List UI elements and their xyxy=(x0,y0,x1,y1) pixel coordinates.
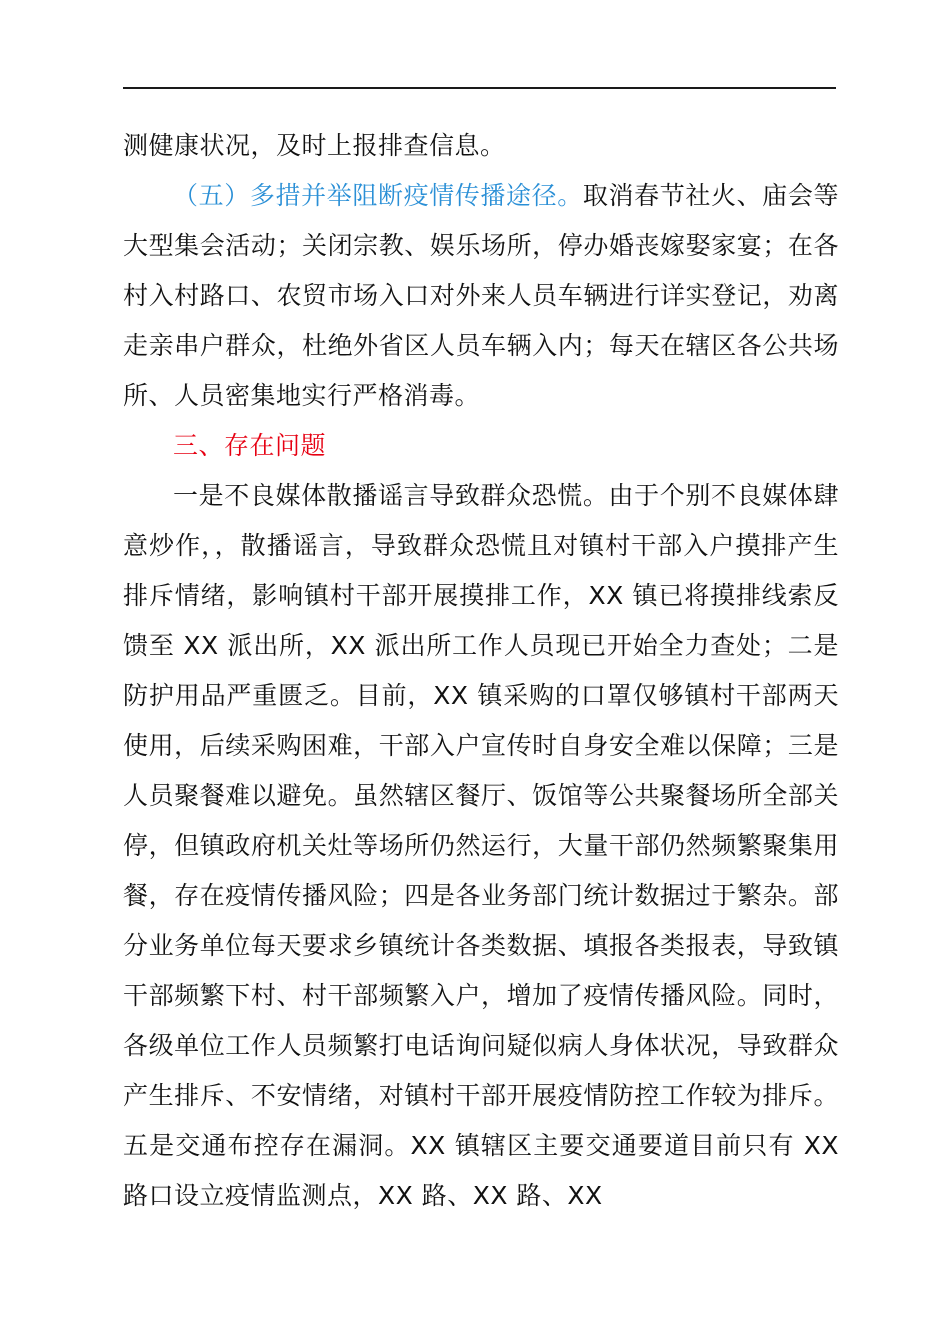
subsection-heading: （五）多措并举阻断疫情传播途径。 xyxy=(173,181,583,210)
paragraph-text: 取消春节社火、庙会等大型集会活动；关闭宗教、娱乐场所，停办婚丧嫁娶家宴；在各村入村路口、农贸市场入口对外来人员车辆进行详实登记，劝离走亲串户群众，杜绝外省区人员车辆入内；每天在辖区各公共场所、人员密集地实行严格消毒。 xyxy=(123,181,839,410)
paragraph-measures xyxy=(123,171,839,421)
paragraph-text: 一是不良媒体散播谣言导致群众恐慌。由于个别不良媒体肆意炒作，，散播谣言，导致群众恐慌且对镇村干部入户摸排产生排斥情绪，影响镇村干部开展摸排工作，XX 镇已将摸排线索反馈至 XX 派出所，XX 派出所工作人员现已开始全力查处；二是防护用品严重匮乏。目前，XX 镇采购的口罩仅够镇村干部两天使用，后续采购困难，干部入户宣传时自身安全难以保障；三是人员聚餐难以避免。虽然辖区餐厅、饭馆等公共聚餐场所全部关停，但镇政府机关灶等场所仍然运行，大量干部仍然频繁聚集用餐，存在疫情传播风险；四是各业务部门统计数据过于繁杂。部分业务单位每天要求乡镇统计各类数据、填报各类报表，导致镇干部频繁下村、村干部频繁入户，增加了疫情传播风险。同时，各级单位工作人员频繁打电话询问疑似病人身体状况，导致群众产生排斥、不安情绪，对镇村干部开展疫情防控工作较为排斥。五是交通布控存在漏洞。XX 镇辖区主要交通要道目前只有 XX 路口设立疫情监测点，XX 路、XX 路、XX xyxy=(123,481,839,1210)
header-rule xyxy=(123,87,836,89)
document-body xyxy=(123,121,839,1221)
section-heading-row xyxy=(123,421,839,471)
paragraph-text: 测健康状况，及时上报排查信息。 xyxy=(123,131,506,160)
paragraph-continued xyxy=(123,121,839,171)
section-heading: 三、存在问题 xyxy=(173,431,327,460)
paragraph-problems xyxy=(123,471,839,1221)
